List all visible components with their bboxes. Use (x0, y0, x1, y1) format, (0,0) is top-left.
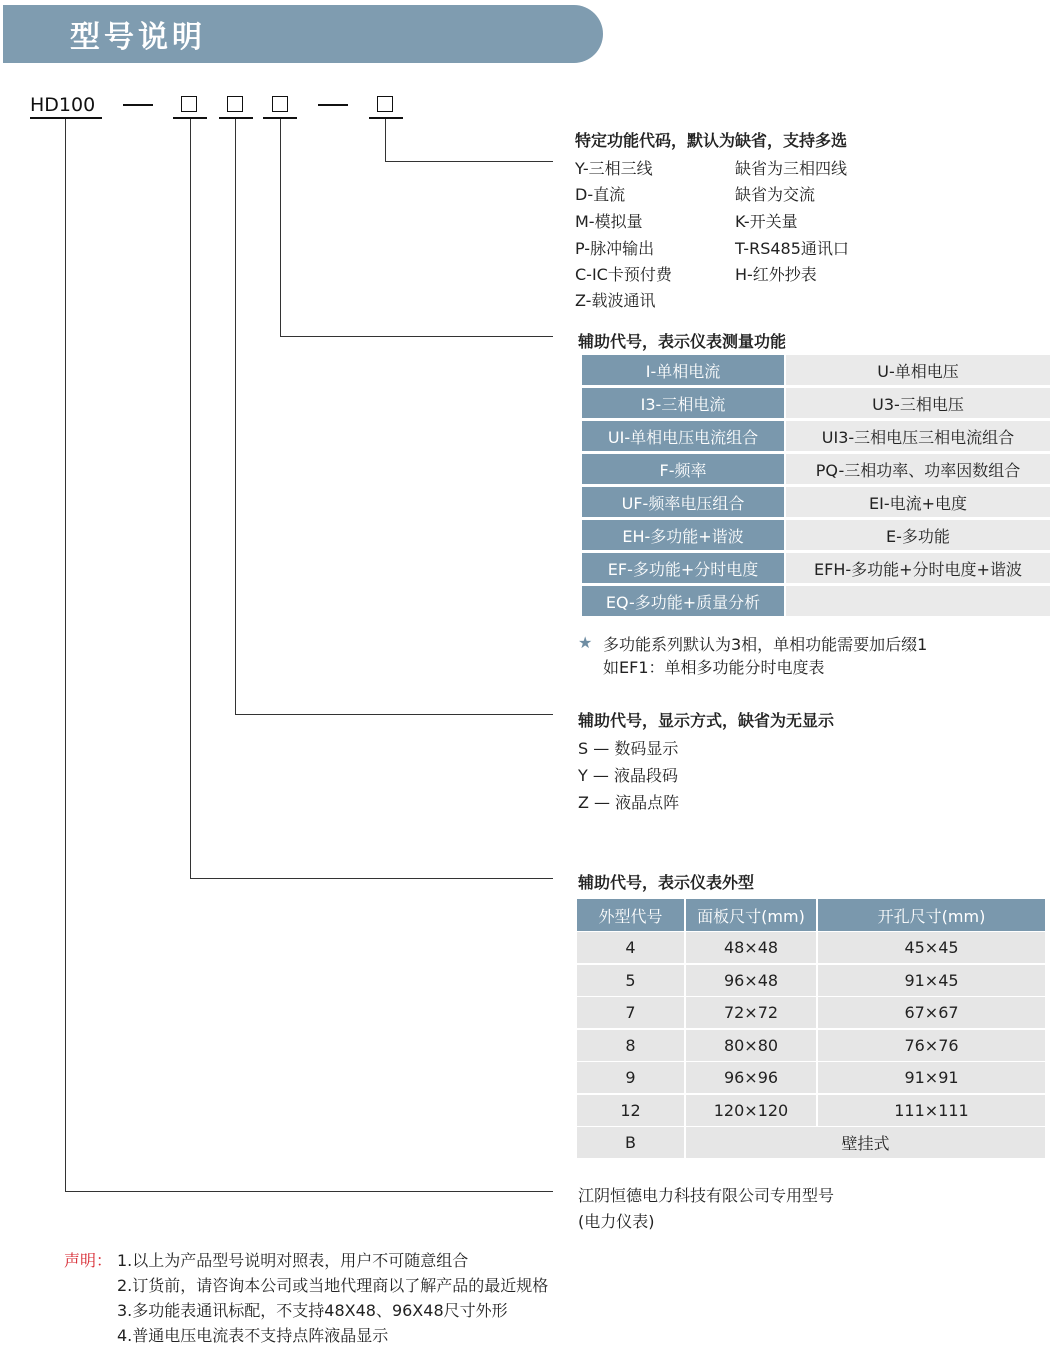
table-cell: U-单相电压 (786, 355, 1050, 385)
code-box-shape (181, 96, 197, 112)
special-item: Z-载波通讯 (575, 291, 656, 310)
declaration-item: 3.多功能表通讯标配，不支持48X48、96X48尺寸外形 (117, 1301, 508, 1320)
table-row (582, 355, 1050, 385)
table-cell: 96×96 (686, 1062, 816, 1093)
table-cell: 4 (577, 932, 684, 963)
table-row (577, 932, 1045, 963)
special-item: 缺省为三相四线 (735, 159, 848, 178)
column-header: 开孔尺寸(mm) (818, 899, 1045, 931)
table-cell: EFH-多功能+分时电度+谐波 (786, 553, 1050, 583)
table-cell: B (577, 1127, 684, 1158)
table-row (582, 421, 1050, 451)
table-cell: 48×48 (686, 932, 816, 963)
measure-heading: 辅助代号，表示仪表测量功能 (578, 332, 787, 351)
table-cell: 72×72 (686, 997, 816, 1028)
table-cell: 76×76 (818, 1030, 1045, 1061)
special-item: K-开关量 (735, 212, 798, 231)
special-item: M-模拟量 (575, 212, 643, 231)
connector-line (280, 119, 281, 337)
page-title: 型号说明 (70, 20, 206, 55)
table-cell: U3-三相电压 (786, 388, 1050, 418)
table-cell: 67×67 (818, 997, 1045, 1028)
connector-line (385, 119, 386, 162)
table-cell: EH-多功能+谐波 (582, 520, 784, 550)
display-item: Y — 液晶段码 (578, 766, 678, 785)
table-row (577, 997, 1045, 1028)
declaration-item: 4.普通电压电流表不支持点阵液晶显示 (117, 1326, 389, 1345)
display-item: Z — 液晶点阵 (578, 793, 680, 812)
special-item: P-脉冲输出 (575, 239, 655, 258)
code-box-display (227, 96, 243, 112)
special-item: T-RS485通讯口 (735, 239, 849, 258)
display-heading: 辅助代号，显示方式，缺省为无显示 (578, 711, 835, 730)
table-row (582, 487, 1050, 517)
shape-heading: 辅助代号，表示仪表外型 (578, 873, 755, 892)
declaration-item: 1.以上为产品型号说明对照表，用户不可随意组合 (117, 1251, 469, 1270)
connector-line (65, 1191, 553, 1192)
table-row (582, 520, 1050, 550)
table-cell: PQ-三相功率、功率因数组合 (786, 454, 1050, 484)
connector-line (65, 119, 66, 1192)
table-cell: EF-多功能+分时电度 (582, 553, 784, 583)
table-cell: 120×120 (686, 1095, 816, 1126)
table-row (577, 1127, 1045, 1158)
special-item: 缺省为交流 (735, 185, 816, 204)
table-cell: 80×80 (686, 1030, 816, 1061)
measure-note: 如EF1：单相多功能分时电度表 (603, 658, 825, 677)
table-cell: 45×45 (818, 932, 1045, 963)
table-cell: UI-单相电压电流组合 (582, 421, 784, 451)
table-cell: 5 (577, 965, 684, 996)
display-item: S — 数码显示 (578, 739, 679, 758)
table-header-row (577, 899, 1045, 931)
model-dash (318, 104, 348, 106)
table-cell: I-单相电流 (582, 355, 784, 385)
table-cell: F-频率 (582, 454, 784, 484)
table-row (582, 388, 1050, 418)
special-item: C-IC卡预付费 (575, 265, 672, 284)
table-cell: 12 (577, 1095, 684, 1126)
table-cell: UF-频率电压组合 (582, 487, 784, 517)
table-row (582, 454, 1050, 484)
company-subtitle: (电力仪表) (578, 1212, 655, 1231)
table-row (577, 1030, 1045, 1061)
measure-note: 多功能系列默认为3相，单相功能需要加后缀1 (603, 635, 928, 654)
table-cell: EQ-多功能+质量分析 (582, 586, 784, 616)
table-cell (786, 586, 1050, 616)
table-cell: 91×91 (818, 1062, 1045, 1093)
table-cell: I3-三相电流 (582, 388, 784, 418)
table-cell: 8 (577, 1030, 684, 1061)
measure-table (582, 355, 1050, 616)
table-cell: 96×48 (686, 965, 816, 996)
connector-line (235, 119, 236, 715)
declaration-label: 声明： (64, 1251, 113, 1270)
table-row (577, 965, 1045, 996)
table-row (577, 1062, 1045, 1093)
table-row (582, 586, 1050, 616)
column-header: 外型代号 (577, 899, 684, 931)
column-header: 面板尺寸(mm) (686, 899, 816, 931)
model-dash (123, 104, 153, 106)
table-cell: 壁挂式 (686, 1127, 1045, 1158)
code-box-special (377, 96, 393, 112)
model-prefix: HD100 (30, 94, 96, 116)
table-row (582, 553, 1050, 583)
connector-line (190, 119, 191, 879)
star-icon: ★ (578, 633, 593, 652)
code-box-measure (272, 96, 288, 112)
company-name: 江阴恒德电力科技有限公司专用型号 (578, 1186, 835, 1205)
shape-table (577, 899, 1045, 1158)
special-item: Y-三相三线 (575, 159, 653, 178)
declaration-item: 2.订货前，请咨询本公司或当地代理商以了解产品的最近规格 (117, 1276, 549, 1295)
table-cell: 111×111 (818, 1095, 1045, 1126)
connector-line (280, 336, 553, 337)
connector-line (190, 878, 553, 879)
special-item: H-红外抄表 (735, 265, 817, 284)
table-cell: 9 (577, 1062, 684, 1093)
special-item: D-直流 (575, 185, 626, 204)
table-row (577, 1095, 1045, 1126)
connector-line (385, 161, 553, 162)
table-cell: 7 (577, 997, 684, 1028)
connector-line (235, 714, 553, 715)
table-cell: UI3-三相电压三相电流组合 (786, 421, 1050, 451)
table-cell: E-多功能 (786, 520, 1050, 550)
special-heading: 特定功能代码，默认为缺省，支持多选 (575, 131, 848, 150)
table-cell: 91×45 (818, 965, 1045, 996)
table-cell: EI-电流+电度 (786, 487, 1050, 517)
